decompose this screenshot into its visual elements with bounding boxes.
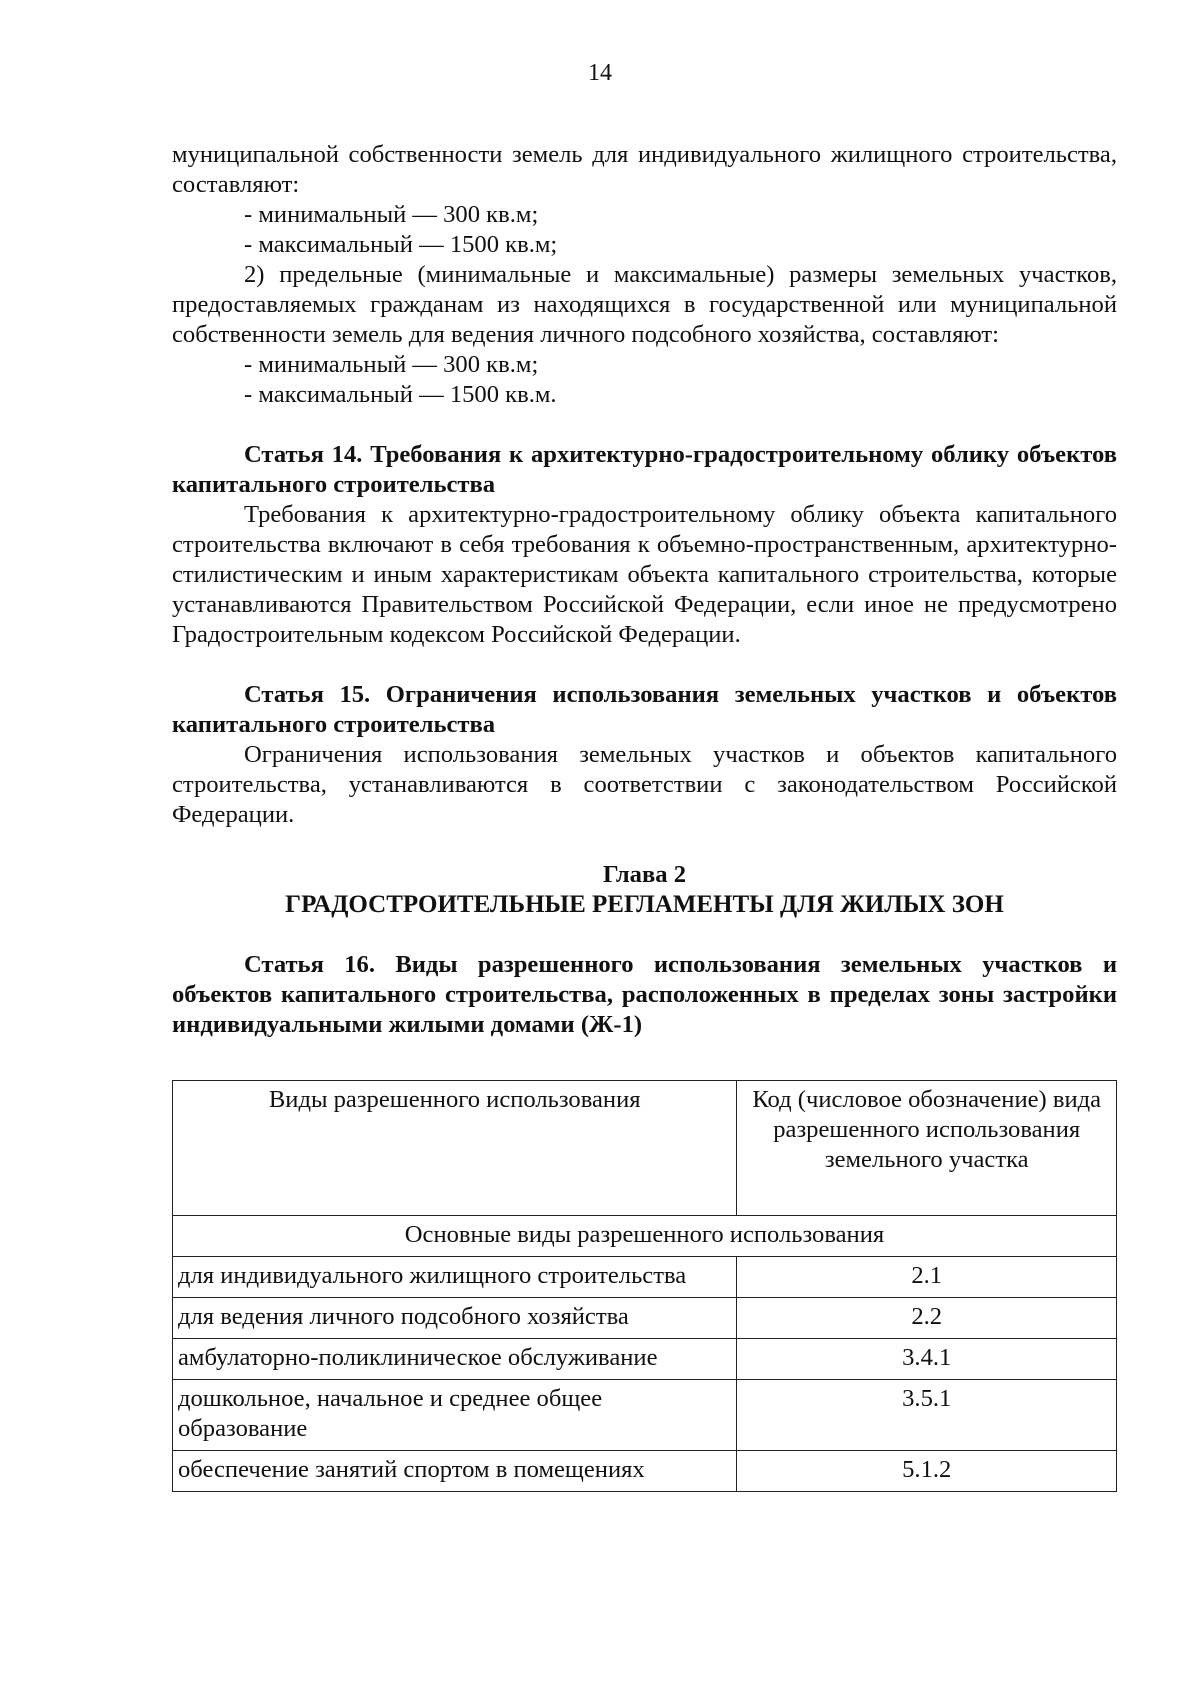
table-header-code: Код (числовое обозначение) вида разрешенного использования земельного участка bbox=[737, 1081, 1117, 1216]
spacer bbox=[172, 650, 1117, 680]
permitted-use-table bbox=[172, 1080, 1117, 1492]
table-cell-use-code: 3.4.1 bbox=[737, 1339, 1117, 1380]
table-cell-use-code: 2.2 bbox=[737, 1298, 1117, 1339]
paragraph-2: 2) предельные (минимальные и максимальные) размеры земельных участков, предоставляемых гражданам из находящихся в государственной или муниципальной собственности земель для ведения личного подсобного хозяйства, составляют: bbox=[172, 261, 1117, 348]
table-section-main-uses: Основные виды разрешенного использования bbox=[173, 1216, 1117, 1257]
table-cell-use-code: 3.5.1 bbox=[737, 1380, 1117, 1451]
table-header-row bbox=[173, 1081, 1117, 1216]
chapter-number: Глава 2 bbox=[603, 861, 686, 888]
list-item-min: - минимальный — 300 кв.м; bbox=[244, 201, 539, 228]
spacer bbox=[172, 830, 1117, 860]
table-cell-use-name: для индивидуального жилищного строительства bbox=[173, 1257, 737, 1298]
table-row bbox=[173, 1380, 1117, 1451]
page-content bbox=[172, 140, 1117, 1492]
article-16-heading: Статья 16. Виды разрешенного использования земельных участков и объектов капитального строительства, расположенных в пределах зоны застройки индивидуальными жилыми домами (Ж-1) bbox=[172, 951, 1117, 1038]
article-15-body: Ограничения использования земельных участков и объектов капитального строительства, устанавливаются в соответствии с законодательством Российской Федерации. bbox=[172, 741, 1117, 828]
table-row bbox=[173, 1451, 1117, 1492]
article-14-body: Требования к архитектурно-градостроительному облику объекта капитального строительства включают в себя требования к объемно-пространственным, архитектурно-стилистическим и иным характеристикам объекта капитального строительства, которые устанавливаются Правительством Российской Федерации, если иное не предусмотрено Градостроительным кодексом Российской Федерации. bbox=[172, 501, 1117, 648]
page-number: 14 bbox=[588, 60, 612, 86]
table-cell-use-name: дошкольное, начальное и среднее общее образование bbox=[173, 1380, 737, 1451]
article-14-heading: Статья 14. Требования к архитектурно-градостроительному облику объектов капитального строительства bbox=[172, 441, 1117, 498]
article-15-heading: Статья 15. Ограничения использования земельных участков и объектов капитального строительства bbox=[172, 681, 1117, 738]
spacer bbox=[172, 920, 1117, 950]
chapter-title: ГРАДОСТРОИТЕЛЬНЫЕ РЕГЛАМЕНТЫ ДЛЯ ЖИЛЫХ ЗОН bbox=[285, 891, 1004, 918]
table-header-use-types: Виды разрешенного использования bbox=[173, 1081, 737, 1216]
table-cell-use-code: 2.1 bbox=[737, 1257, 1117, 1298]
table-row bbox=[173, 1257, 1117, 1298]
table-cell-use-name: для ведения личного подсобного хозяйства bbox=[173, 1298, 737, 1339]
table-cell-use-code: 5.1.2 bbox=[737, 1451, 1117, 1492]
list-item-max: - максимальный — 1500 кв.м; bbox=[244, 231, 558, 258]
spacer bbox=[172, 410, 1117, 440]
table-section-row bbox=[173, 1216, 1117, 1257]
list-item-max-2: - максимальный — 1500 кв.м. bbox=[244, 381, 557, 408]
table-row bbox=[173, 1339, 1117, 1380]
list-item-min-2: - минимальный — 300 кв.м; bbox=[244, 351, 539, 378]
intro-paragraph: муниципальной собственности земель для индивидуального жилищного строительства, составляют: bbox=[172, 141, 1117, 198]
table-cell-use-name: обеспечение занятий спортом в помещениях bbox=[173, 1451, 737, 1492]
table-row bbox=[173, 1298, 1117, 1339]
table-cell-use-name: амбулаторно-поликлиническое обслуживание bbox=[173, 1339, 737, 1380]
